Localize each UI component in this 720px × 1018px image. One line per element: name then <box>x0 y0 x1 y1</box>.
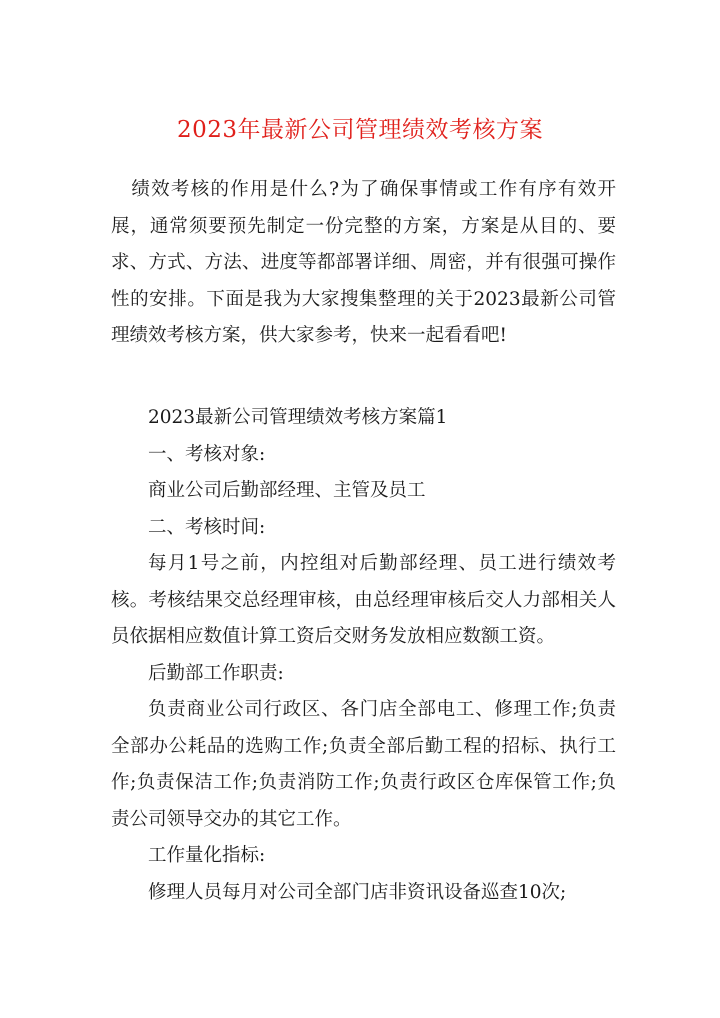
heading-logistics-duties: 后勤部工作职责: <box>148 662 284 684</box>
section-body <box>111 400 616 911</box>
section-heading: 2023最新公司管理绩效考核方案篇1 <box>148 407 448 428</box>
document-title: 2023年最新公司管理绩效考核方案 <box>176 117 544 143</box>
intro-paragraph: 绩效考核的作用是什么?为了确保事情或工作有序有效开展，通常须要预先制定一份完整的方案，方案是从目的、要求、方式、方法、进度等都部署详细、周密，并有很强可操作性的安排。下面是我为大家搜集整理的关于2023最新公司管理绩效考核方案，供大家参考，快来一起看看吧! <box>111 179 616 346</box>
heading-assessment-target: 一、考核对象: <box>148 443 266 465</box>
heading-quantified-indicators: 工作量化指标: <box>148 845 266 866</box>
paragraph-assessment-time: 每月1号之前，内控组对后勤部经理、员工进行绩效考核。考核结果交总经理审核，由总经理审核后交人力部相关人员依据相应数值计算工资后交财务发放相应数额工资。 <box>111 553 616 647</box>
paragraph-quantified-indicators: 修理人员每月对公司全部门店非资讯设备巡查10次; <box>148 881 567 903</box>
paragraph-logistics-duties: 负责商业公司行政区、各门店全部电工、修理工作;负责全部办公耗品的选购工作;负责全部后勤工程的招标、执行工作;负责保洁工作;负责消防工作;负责行政区仓库保管工作;负责公司领导交办的其它工作。 <box>111 699 616 830</box>
paragraph-assessment-target: 商业公司后勤部经理、主管及员工 <box>148 480 426 501</box>
heading-assessment-time: 二、考核时间: <box>148 516 266 538</box>
